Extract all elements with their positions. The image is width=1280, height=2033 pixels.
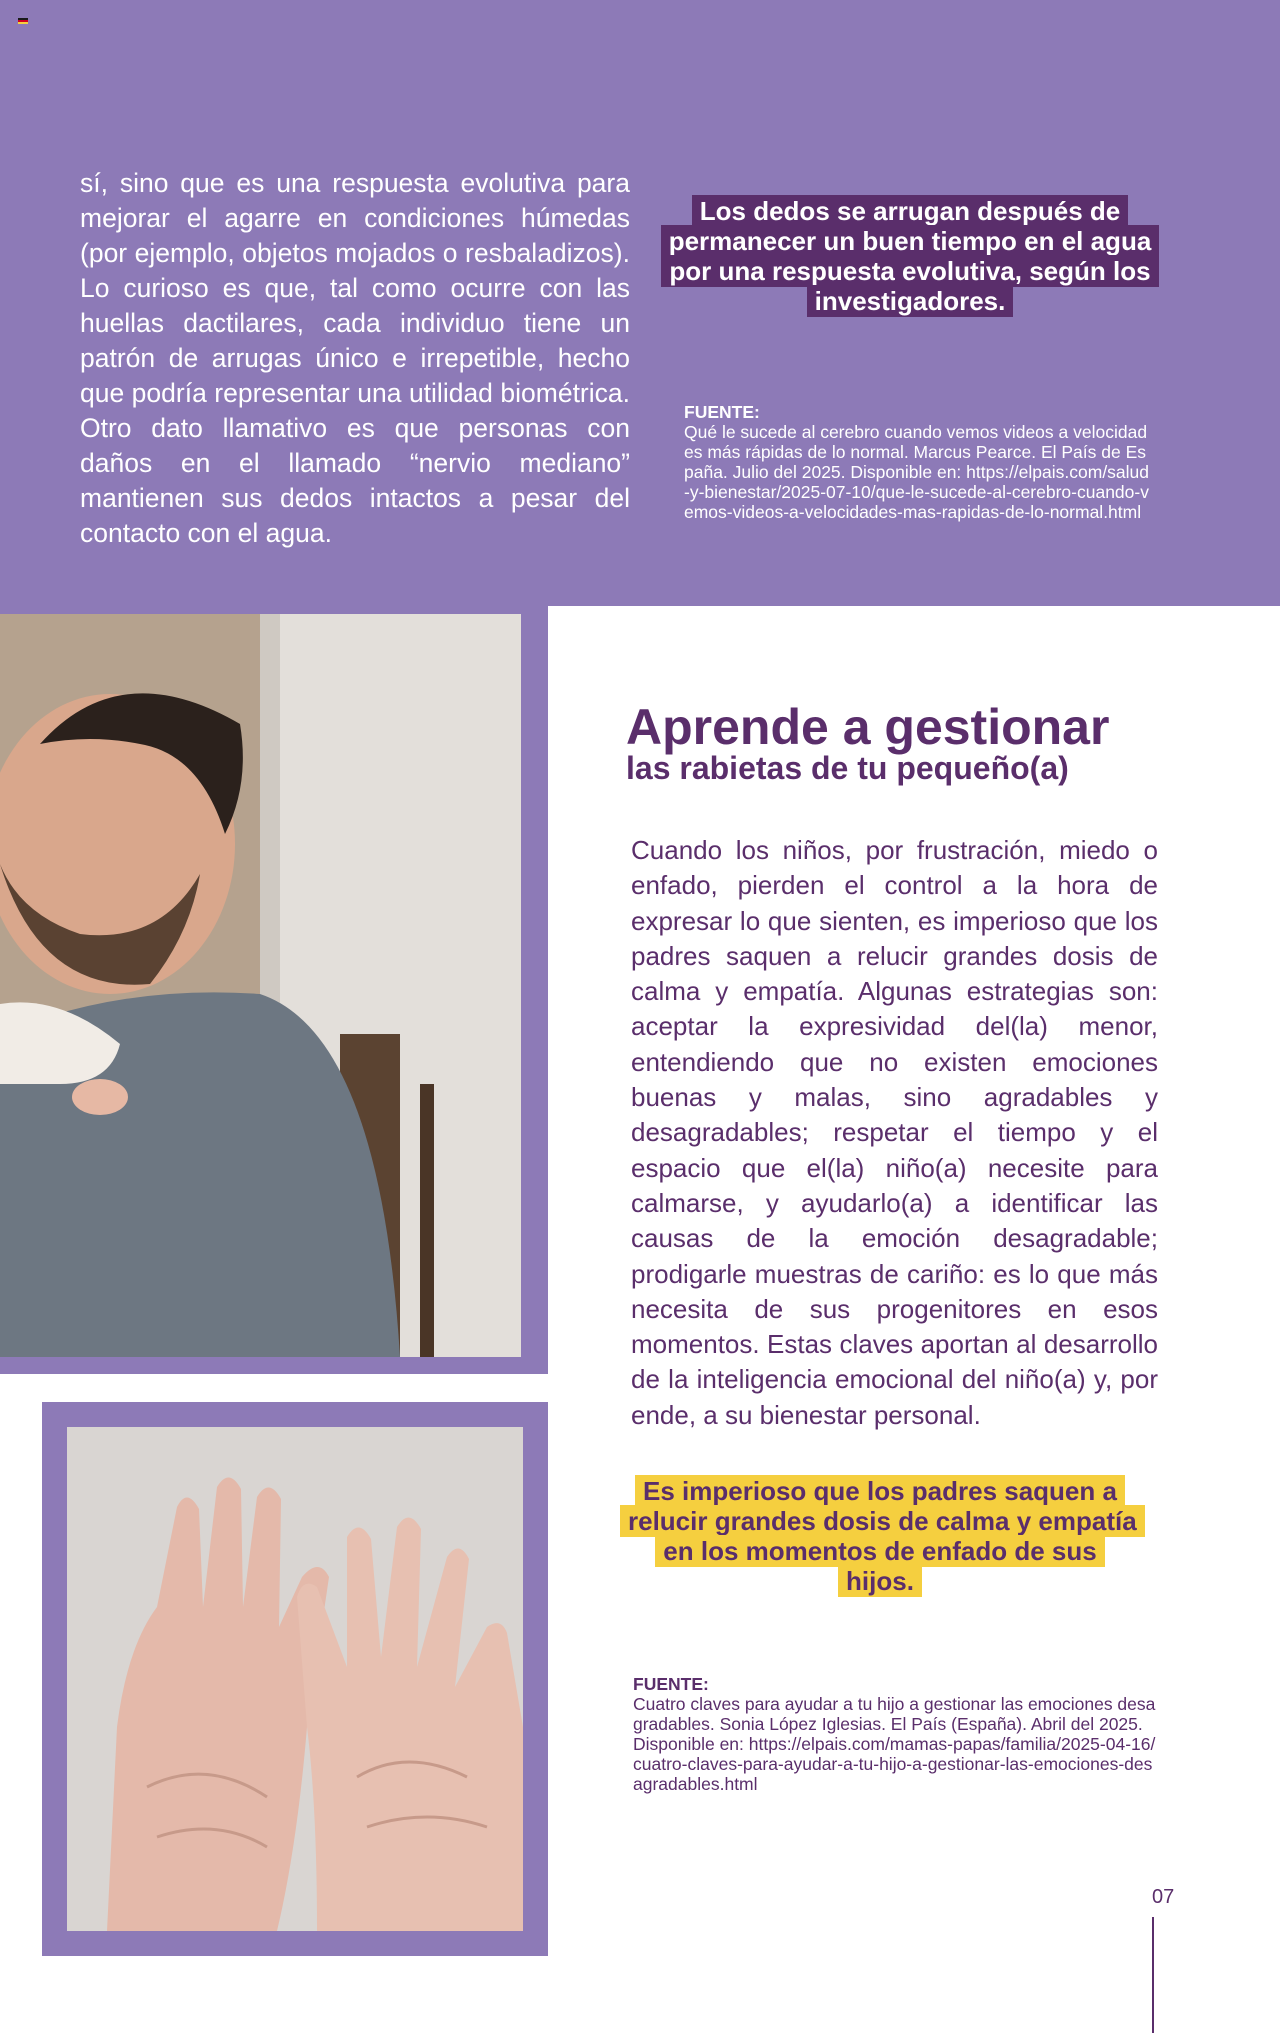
top-source-label: FUENTE: — [684, 402, 760, 422]
top-source-text: Qué le sucede al cerebro cuando vemos videos a velocidades más rápidas de lo normal. Marcus Pearce. El País de España. Julio del 2025. Disponible en: https://elpais.com/salud-y-bienestar/2025-07-10/que-le-sucede-al-cerebro-cuando-vemos-videos-a-velocidades-mas-rapidas-de-lo-normal.html — [684, 422, 1150, 522]
top-pull-quote-text: Los dedos se arrugan después de permanecer un buen tiempo en el agua por una respuesta evolutiva, según los investigadores. — [661, 195, 1160, 317]
wrinkled-hands-photo — [42, 1402, 548, 1956]
article-subtitle: las rabietas de tu pequeño(a) — [626, 750, 1069, 786]
article-title: Aprende a gestionar — [626, 699, 1110, 755]
top-pull-quote — [660, 196, 1160, 316]
article-body-text: Cuando los niños, por frustración, miedo o enfado, pierden el control a la hora de expresar lo que sienten, es imperioso que los padres saquen a relucir grandes dosis de calma y empatía. Algunas estrategias son: aceptar la expresividad del(la) menor, entendiendo que no existen emociones buenas y malas, sino agradables y desagradables; respetar el tiempo y el espacio que el(la) niño(a) necesite para calmarse, y ayudarlo(a) a identificar las causas de la emoción desagradable; prodigarle muestras de cariño: es lo que más necesita de sus progenitores en esos momentos. Estas claves aportan al desarrollo de la inteligencia emocional del niño(a) y, por ende, a su bienestar personal. — [631, 835, 1158, 1430]
wrinkled-hands-illustration — [67, 1427, 523, 1931]
page-number: 07 — [1152, 1886, 1175, 1908]
article-pull-quote-text: Es imperioso que los padres saquen a relucir grandes dosis de calma y empatía en los momentos de enfado de sus hijos. — [620, 1475, 1145, 1597]
top-source — [684, 402, 1154, 522]
article-source — [633, 1674, 1158, 1794]
father-baby-illustration — [0, 614, 521, 1357]
top-body-text: sí, sino que es una respuesta evolutiva para mejorar el agarre en condiciones húmedas (por ejemplo, objetos mojados o resbaladizos). Lo curioso es que, tal como ocurre con las huellas dactilares, cada individuo tiene un patrón de arrugas único e irrepetible, hecho que podría representar una utilidad biométrica. Otro dato llamativo es que personas con daños en el llamado “nervio mediano” mantienen sus dedos intactos a pesar del contacto con el agua. — [80, 168, 630, 548]
page-number-rule — [1152, 1917, 1154, 2033]
father-baby-photo — [0, 606, 548, 1374]
article-pull-quote — [620, 1476, 1140, 1596]
article-source-label: FUENTE: — [633, 1674, 709, 1694]
flag-icon — [18, 18, 28, 25]
article-source-text: Cuatro claves para ayudar a tu hijo a gestionar las emociones desagradables. Sonia López Iglesias. El País (España). Abril del 2025. Disponible en: https://elpais.com/mamas-papas/familia/2025-04-16/cuatro-claves-para-ayudar-a-tu-hijo-a-gestionar-las-emociones-desagradables.html — [633, 1694, 1156, 1794]
